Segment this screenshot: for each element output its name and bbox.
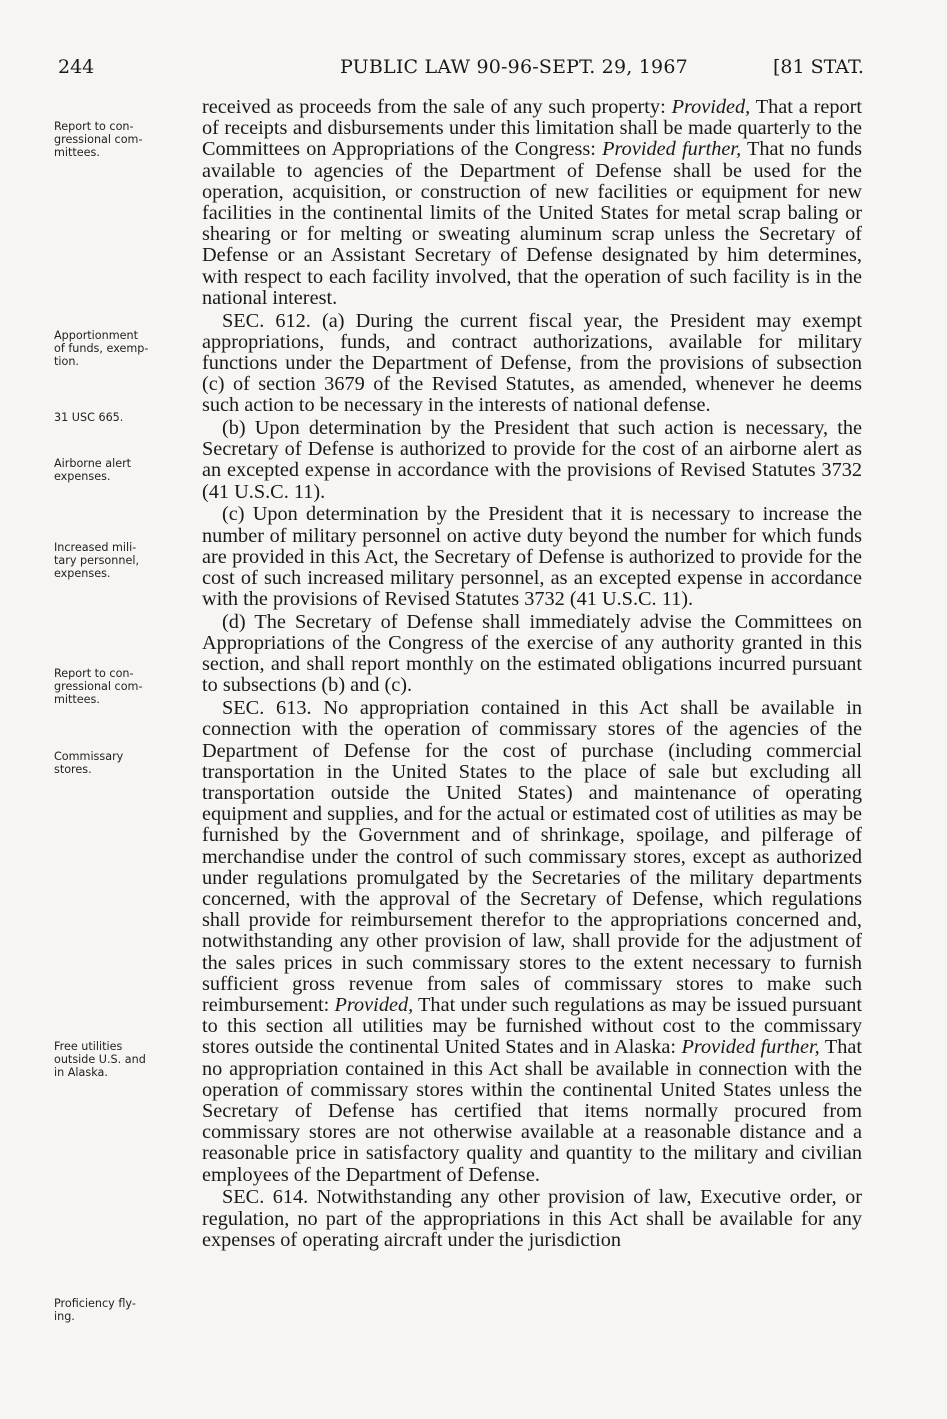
statute-body xyxy=(202,97,862,1251)
margin-note-free-utilities: Free utilities outside U.S. and in Alaska. xyxy=(54,1040,146,1079)
statute-volume: [81 STAT. xyxy=(773,56,864,78)
margin-note-report-to-committees: Report to con- gressional com- mittees. xyxy=(54,120,143,159)
paragraph-sec-613: SEC. 613. No appropriation contained in this Act shall be available in connection with the operation of commissary stores of the agencies of the Department of Defense for the cost of purchase (including commercial transportation in the United States to the place of sale but excluding all transportation outside the United States) and maintenance of operating equipment and supplies, and for the actual or estimated cost of utilities as may be furnished by the Government and of shrinkage, spoilage, and pilferage of merchandise under the control of such commissary stores, except as authorized under regulations promulgated by the Secretaries of the military departments concerned, with the approval of the Secretary of Defense, which regulations shall provide for reimbursement therefor to the appropriations concerned and, notwithstanding any other provision of law, shall provide for the adjustment of the sales prices in such commissary stores to the extent necessary to furnish sufficient gross revenue from sales of commissary stores to make such reimbursement: Provided, That under such regulations as may be issued pursuant to this section all utilities may be furnished without cost to the commissary stores outside the continental United States and in Alaska: Provided further, That no appropriation contained in this Act shall be available in connection with the operation of commissary stores within the continental United States unless the Secretary of Defense has certified that items normally procured from commissary stores are not otherwise available at a reasonable distance and a reasonable price in satisfactory quality and quantity to the military and civilian employees of the Department of Defense. xyxy=(202,697,862,1186)
margin-note-report-to-committees-2: Report to con- gressional com- mittees. xyxy=(54,667,143,706)
margin-note-airborne-alert: Airborne alert expenses. xyxy=(54,457,132,483)
paragraph-sec-612-a: SEC. 612. (a) During the current fiscal year, the President may exempt appropriations, funds, and contract authorizations, available for military functions under the Department of Defense, from the provisions of subsection (c) of section 3679 of the Revised Statutes, as amended, whenever he deems such action to be necessary in the interests of national defense. xyxy=(202,309,862,417)
running-title: PUBLIC LAW 90-96-SEPT. 29, 1967 xyxy=(340,56,688,78)
margin-note-proficiency-flying: Proficiency fly- ing. xyxy=(54,1297,136,1323)
margin-note-increased-personnel: Increased mili- tary personnel, expenses. xyxy=(54,541,140,580)
margin-note-commissary-stores: Commissary stores. xyxy=(54,750,124,776)
margin-note-usc: 31 USC 665. xyxy=(54,411,124,424)
paragraph-sec-612-d: (d) The Secretary of Defense shall immediately advise the Committees on Appropriations of the Congress of the exercise of any authority granted in this section, and shall report monthly on the estimated obligations incurred pursuant to subsections (b) and (c). xyxy=(202,610,862,697)
paragraph-sec-614: SEC. 614. Notwithstanding any other provision of law, Executive order, or regulation, no part of the appropriations in this Act shall be available for any expenses of operating aircraft under the jurisdiction xyxy=(202,1186,862,1251)
page-header xyxy=(0,56,947,88)
page-number: 244 xyxy=(58,56,95,78)
paragraph-proceeds: received as proceeds from the sale of any such property: Provided, That a report of receipts and disbursements under this limitation shall be made quarterly to the Committees on Appropriations of the Congress: Provided further, That no funds available to agencies of the Department of Defense shall be used for the operation, acquisition, or construction of new facilities or equipment for new facilities in the continental limits of the United States for metal scrap baling or shearing or for melting or sweating aluminum scrap unless the Secretary of Defense or an Assistant Secretary of Defense designated by him determines, with respect to each facility involved, that the operation of such facility is in the national interest. xyxy=(202,96,863,309)
paragraph-sec-612-c: (c) Upon determination by the President that it is necessary to increase the number of military personnel on active duty beyond the number for which funds are provided in this Act, the Secretary of Defense is authorized to provide for the cost of such increased military personnel, as an excepted expense in accordance with the provisions of Revised Statutes 3732 (41 U.S.C. 11). xyxy=(202,503,862,611)
paragraph-sec-612-b: (b) Upon determination by the President that such action is necessary, the Secretary of Defense is authorized to provide for the cost of an airborne alert as an excepted expense in accordance with the provisions of Revised Statutes 3732 (41 U.S.C. 11). xyxy=(202,417,862,503)
margin-note-apportionment: Apportionment of funds, exemp- tion. xyxy=(54,329,149,368)
